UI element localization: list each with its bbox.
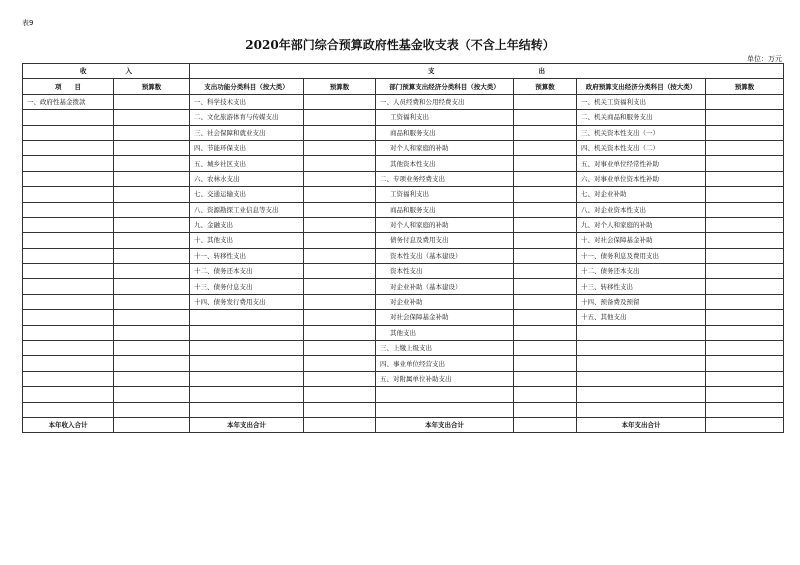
income-budget-cell — [114, 310, 190, 325]
dept-item-cell: 对企业补助（基本建设） — [376, 279, 514, 294]
table-row — [23, 187, 784, 202]
header-row-2 — [23, 79, 784, 94]
gov-budget-cell — [706, 187, 784, 202]
func-item-cell: 十一、转移性支出 — [190, 248, 304, 263]
dept-item-cell: 二、专项业务经费支出 — [376, 171, 514, 186]
func-budget-cell — [304, 94, 376, 109]
table-row — [23, 217, 784, 232]
func-budget-cell — [304, 356, 376, 371]
totals-row — [23, 417, 784, 432]
page-title: 2020年部门综合预算政府性基金收支表（不含上年结转） — [245, 38, 555, 52]
income-budget-cell — [114, 202, 190, 217]
table-row — [23, 371, 784, 386]
income-budget-cell — [114, 356, 190, 371]
gov-item-cell — [577, 387, 706, 402]
dept-budget-cell — [514, 341, 577, 356]
table-row — [23, 156, 784, 171]
func-item-cell — [190, 356, 304, 371]
func-budget-cell — [304, 294, 376, 309]
func-item-cell — [190, 310, 304, 325]
dept-budget-cell — [514, 310, 577, 325]
gov-item-cell: 五、对事业单位经常性补助 — [577, 156, 706, 171]
gov-item-cell: 三、机关资本性支出（一） — [577, 125, 706, 140]
dept-total-label: 本年支出合计 — [376, 417, 514, 432]
gov-item-cell: 八、对企业资本性支出 — [577, 202, 706, 217]
income-budget-cell — [114, 248, 190, 263]
income-item-cell — [23, 279, 114, 294]
income-budget-cell — [114, 110, 190, 125]
gov-item-cell: 四、机关资本性支出（二） — [577, 140, 706, 155]
gov-budget-cell — [706, 371, 784, 386]
func-budget-cell — [304, 156, 376, 171]
income-budget-cell — [114, 402, 190, 417]
income-item-cell — [23, 217, 114, 232]
gov-budget-cell — [706, 110, 784, 125]
func-item-cell: 三、社会保障和就业支出 — [190, 125, 304, 140]
func-item-cell: 十、其他支出 — [190, 233, 304, 248]
dept-budget-cell — [514, 356, 577, 371]
func-budget-cell — [304, 264, 376, 279]
gov-item-cell: 十二、债务还本支出 — [577, 264, 706, 279]
dept-budget-cell — [514, 294, 577, 309]
income-budget-cell — [114, 279, 190, 294]
func-item-cell — [190, 402, 304, 417]
func-item-cell — [190, 325, 304, 340]
income-item-cell — [23, 341, 114, 356]
func-item-cell: 六、农林水支出 — [190, 171, 304, 186]
table-row — [23, 310, 784, 325]
gov-total-label: 本年支出合计 — [577, 417, 706, 432]
dept-budget-cell — [514, 187, 577, 202]
dept-item-cell: 三、上缴上级支出 — [376, 341, 514, 356]
dept-item-cell — [376, 402, 514, 417]
income-budget-cell — [114, 264, 190, 279]
gov-budget-cell — [706, 156, 784, 171]
income-item-cell — [23, 264, 114, 279]
income-budget-cell — [114, 325, 190, 340]
func-budget-cell — [304, 325, 376, 340]
dept-item-cell: 四、事业单位经营支出 — [376, 356, 514, 371]
income-item-cell — [23, 310, 114, 325]
func-budget-cell — [304, 310, 376, 325]
budget-table — [22, 63, 784, 433]
income-item-cell — [23, 110, 114, 125]
func-item-cell: 五、城乡社区支出 — [190, 156, 304, 171]
gov-item-cell: 十、对社会保障基金补助 — [577, 233, 706, 248]
func-budget-cell — [304, 217, 376, 232]
income-budget-cell — [114, 217, 190, 232]
table-row — [23, 387, 784, 402]
income-item-cell — [23, 156, 114, 171]
func-budget-cell — [304, 171, 376, 186]
table-row — [23, 356, 784, 371]
gov-item-cell: 十五、其他支出 — [577, 310, 706, 325]
table-row — [23, 248, 784, 263]
gov-item-cell: 七、对企业补助 — [577, 187, 706, 202]
dept-budget-cell — [514, 171, 577, 186]
gov-budget-cell — [706, 325, 784, 340]
dept-budget-cell — [514, 217, 577, 232]
table-row — [23, 402, 784, 417]
gov-budget-cell — [706, 341, 784, 356]
dept-budget-cell — [514, 202, 577, 217]
func-budget-cell — [304, 341, 376, 356]
dept-item-cell: 工资福利支出 — [376, 187, 514, 202]
gov-budget-cell — [706, 279, 784, 294]
func-budget-cell — [304, 110, 376, 125]
income-budget-cell — [114, 294, 190, 309]
budget-header: 预算数 — [304, 79, 376, 94]
func-item-cell: 四、节能环保支出 — [190, 140, 304, 155]
dept-item-cell: 对个人和家庭的补助 — [376, 217, 514, 232]
dept-class-header: 部门预算支出经济分类科目（按大类） — [376, 79, 514, 94]
gov-budget-cell — [706, 294, 784, 309]
income-budget-cell — [114, 156, 190, 171]
dept-item-cell: 其他支出 — [376, 325, 514, 340]
income-budget-cell — [114, 387, 190, 402]
income-budget-cell — [114, 233, 190, 248]
table-row — [23, 294, 784, 309]
unit-label: 单位：万元 — [747, 55, 782, 63]
dept-budget-cell — [514, 233, 577, 248]
budget-header: 预算数 — [114, 79, 190, 94]
gov-budget-cell — [706, 125, 784, 140]
dept-item-cell: 对社会保障基金补助 — [376, 310, 514, 325]
func-total-label: 本年支出合计 — [190, 417, 304, 432]
dept-budget-cell — [514, 110, 577, 125]
gov-budget-cell — [706, 140, 784, 155]
income-item-cell: 一、政府性基金拨款 — [23, 94, 114, 109]
gov-budget-cell — [706, 248, 784, 263]
gov-item-cell — [577, 402, 706, 417]
func-budget-cell — [304, 233, 376, 248]
header-row-1 — [23, 64, 784, 79]
func-budget-cell — [304, 125, 376, 140]
gov-budget-cell — [706, 387, 784, 402]
dept-item-cell: 商品和服务支出 — [376, 125, 514, 140]
gov-item-cell: 十三、转移性支出 — [577, 279, 706, 294]
func-budget-cell — [304, 387, 376, 402]
income-item-cell — [23, 202, 114, 217]
dept-item-cell: 五、对附属单位补助支出 — [376, 371, 514, 386]
income-total-value — [114, 417, 190, 432]
dept-budget-cell — [514, 156, 577, 171]
income-item-cell — [23, 402, 114, 417]
dept-budget-cell — [514, 371, 577, 386]
gov-budget-cell — [706, 233, 784, 248]
func-item-cell — [190, 371, 304, 386]
gov-item-cell: 十四、预备费及预留 — [577, 294, 706, 309]
dept-item-cell: 资本性支出 — [376, 264, 514, 279]
func-class-header: 支出功能分类科目（按大类） — [190, 79, 304, 94]
table-row — [23, 341, 784, 356]
income-item-cell — [23, 294, 114, 309]
gov-budget-cell — [706, 264, 784, 279]
income-budget-cell — [114, 187, 190, 202]
dept-item-cell: 工资福利支出 — [376, 110, 514, 125]
table-row — [23, 110, 784, 125]
income-item-cell — [23, 325, 114, 340]
income-budget-cell — [114, 140, 190, 155]
func-budget-cell — [304, 187, 376, 202]
gov-item-cell — [577, 356, 706, 371]
dept-item-cell: 对企业补助 — [376, 294, 514, 309]
dept-item-cell: 债务付息及费用支出 — [376, 233, 514, 248]
table-number-tag: 表9 — [22, 19, 34, 27]
func-budget-cell — [304, 402, 376, 417]
income-budget-cell — [114, 171, 190, 186]
item-header: 项 目 — [23, 79, 114, 94]
budget-header: 预算数 — [706, 79, 784, 94]
dept-budget-cell — [514, 125, 577, 140]
income-item-cell — [23, 356, 114, 371]
func-item-cell: 八、资源勘探工业信息等支出 — [190, 202, 304, 217]
gov-budget-cell — [706, 94, 784, 109]
dept-budget-cell — [514, 94, 577, 109]
func-item-cell — [190, 387, 304, 402]
income-total-label: 本年收入合计 — [23, 417, 114, 432]
gov-item-cell — [577, 371, 706, 386]
table-row — [23, 171, 784, 186]
gov-budget-cell — [706, 217, 784, 232]
gov-budget-cell — [706, 202, 784, 217]
income-item-cell — [23, 140, 114, 155]
gov-budget-cell — [706, 171, 784, 186]
dept-budget-cell — [514, 248, 577, 263]
func-budget-cell — [304, 279, 376, 294]
func-item-cell: 二、文化旅游体育与传媒支出 — [190, 110, 304, 125]
dept-budget-cell — [514, 325, 577, 340]
income-item-cell — [23, 233, 114, 248]
dept-item-cell: 商品和服务支出 — [376, 202, 514, 217]
gov-budget-cell — [706, 356, 784, 371]
income-item-cell — [23, 187, 114, 202]
gov-item-cell: 一、机关工资福利支出 — [577, 94, 706, 109]
income-item-cell — [23, 171, 114, 186]
income-budget-cell — [114, 371, 190, 386]
func-item-cell: 十四、债务发行费用支出 — [190, 294, 304, 309]
dept-item-cell — [376, 387, 514, 402]
budget-header: 预算数 — [514, 79, 577, 94]
gov-total-value — [706, 417, 784, 432]
table-row — [23, 140, 784, 155]
income-item-cell — [23, 125, 114, 140]
func-budget-cell — [304, 202, 376, 217]
gov-item-cell: 十一、债务利息及费用支出 — [577, 248, 706, 263]
dept-item-cell: 其他资本性支出 — [376, 156, 514, 171]
dept-total-value — [514, 417, 577, 432]
table-row — [23, 94, 784, 109]
func-item-cell — [190, 341, 304, 356]
dept-budget-cell — [514, 387, 577, 402]
income-item-cell — [23, 387, 114, 402]
gov-budget-cell — [706, 310, 784, 325]
func-budget-cell — [304, 371, 376, 386]
dept-item-cell: 对个人和家庭的补助 — [376, 140, 514, 155]
dept-item-cell: 资本性支出（基本建设） — [376, 248, 514, 263]
expense-header: 支 出 — [190, 64, 784, 79]
income-item-cell — [23, 371, 114, 386]
gov-item-cell: 二、机关商品和服务支出 — [577, 110, 706, 125]
dept-budget-cell — [514, 279, 577, 294]
gov-item-cell: 九、对个人和家庭的补助 — [577, 217, 706, 232]
func-item-cell: 七、交通运输支出 — [190, 187, 304, 202]
func-item-cell: 十二、债务还本支出 — [190, 264, 304, 279]
table-row — [23, 233, 784, 248]
table-row — [23, 125, 784, 140]
income-budget-cell — [114, 341, 190, 356]
table-row — [23, 279, 784, 294]
dept-budget-cell — [514, 140, 577, 155]
gov-budget-cell — [706, 402, 784, 417]
income-budget-cell — [114, 94, 190, 109]
dept-budget-cell — [514, 264, 577, 279]
gov-item-cell — [577, 325, 706, 340]
dept-item-cell: 一、人员经费和公用经费支出 — [376, 94, 514, 109]
income-header: 收 入 — [23, 64, 190, 79]
dept-budget-cell — [514, 402, 577, 417]
func-total-value — [304, 417, 376, 432]
gov-item-cell — [577, 341, 706, 356]
gov-class-header: 政府预算支出经济分类科目（按大类） — [577, 79, 706, 94]
income-item-cell — [23, 248, 114, 263]
func-budget-cell — [304, 248, 376, 263]
table-row — [23, 202, 784, 217]
func-budget-cell — [304, 140, 376, 155]
func-item-cell: 十三、债务付息支出 — [190, 279, 304, 294]
func-item-cell: 九、金融支出 — [190, 217, 304, 232]
table-row — [23, 264, 784, 279]
income-budget-cell — [114, 125, 190, 140]
gov-item-cell: 六、对事业单位资本性补助 — [577, 171, 706, 186]
func-item-cell: 一、科学技术支出 — [190, 94, 304, 109]
table-row — [23, 325, 784, 340]
